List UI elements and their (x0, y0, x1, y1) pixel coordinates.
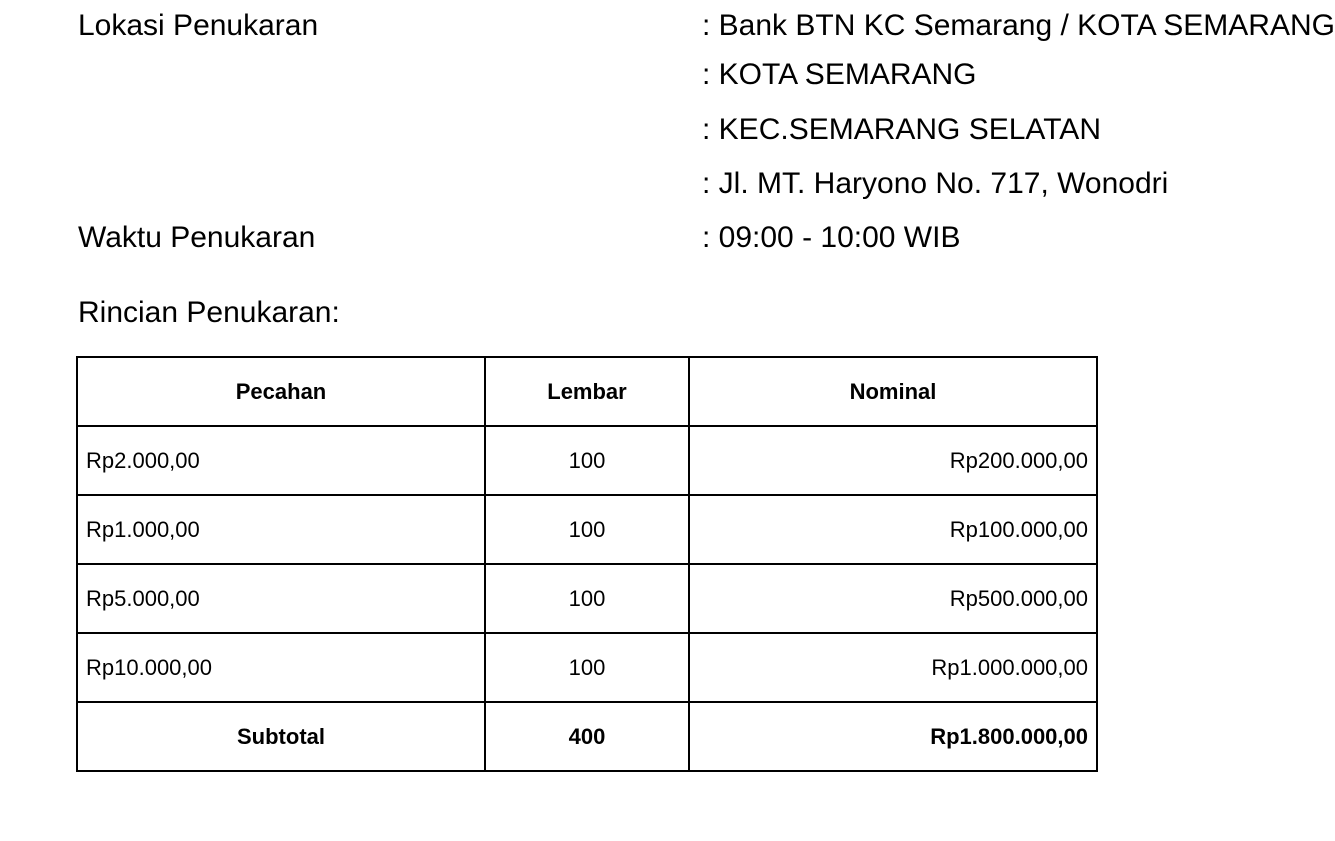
subtotal-row (77, 702, 1097, 771)
info-row-city (0, 53, 1170, 97)
cell-pecahan: Rp1.000,00 (77, 495, 485, 564)
info-row-district (0, 108, 1170, 152)
location-bank-value: : Bank BTN KC Semarang / KOTA SEMARANG (702, 9, 1335, 42)
table-row (77, 495, 1097, 564)
time-label: Waktu Penukaran (78, 221, 316, 254)
exchange-details-table (76, 356, 1098, 772)
location-address-value: : Jl. MT. Haryono No. 717, Wonodri (702, 167, 1169, 200)
cell-lembar: 100 (485, 426, 689, 495)
details-title: Rincian Penukaran: (78, 296, 340, 329)
cell-lembar: 100 (485, 495, 689, 564)
info-row-address (0, 162, 1170, 206)
location-district-value: : KEC.SEMARANG SELATAN (702, 113, 1101, 146)
info-row-location (0, 4, 1335, 48)
header-pecahan: Pecahan (77, 357, 485, 426)
subtotal-label: Subtotal (77, 702, 485, 771)
cell-nominal: Rp1.000.000,00 (689, 633, 1097, 702)
header-nominal: Nominal (689, 357, 1097, 426)
cell-pecahan: Rp2.000,00 (77, 426, 485, 495)
subtotal-lembar: 400 (485, 702, 689, 771)
table-row (77, 426, 1097, 495)
cell-lembar: 100 (485, 564, 689, 633)
cell-nominal: Rp100.000,00 (689, 495, 1097, 564)
header-lembar: Lembar (485, 357, 689, 426)
cell-nominal: Rp200.000,00 (689, 426, 1097, 495)
cell-lembar: 100 (485, 633, 689, 702)
table-row (77, 633, 1097, 702)
info-row-time (0, 216, 1170, 260)
cell-pecahan: Rp5.000,00 (77, 564, 485, 633)
subtotal-nominal: Rp1.800.000,00 (689, 702, 1097, 771)
location-label: Lokasi Penukaran (78, 9, 319, 42)
table-row (77, 564, 1097, 633)
time-value: : 09:00 - 10:00 WIB (702, 221, 961, 254)
table-header-row (77, 357, 1097, 426)
cell-nominal: Rp500.000,00 (689, 564, 1097, 633)
cell-pecahan: Rp10.000,00 (77, 633, 485, 702)
location-city-value: : KOTA SEMARANG (702, 58, 977, 91)
